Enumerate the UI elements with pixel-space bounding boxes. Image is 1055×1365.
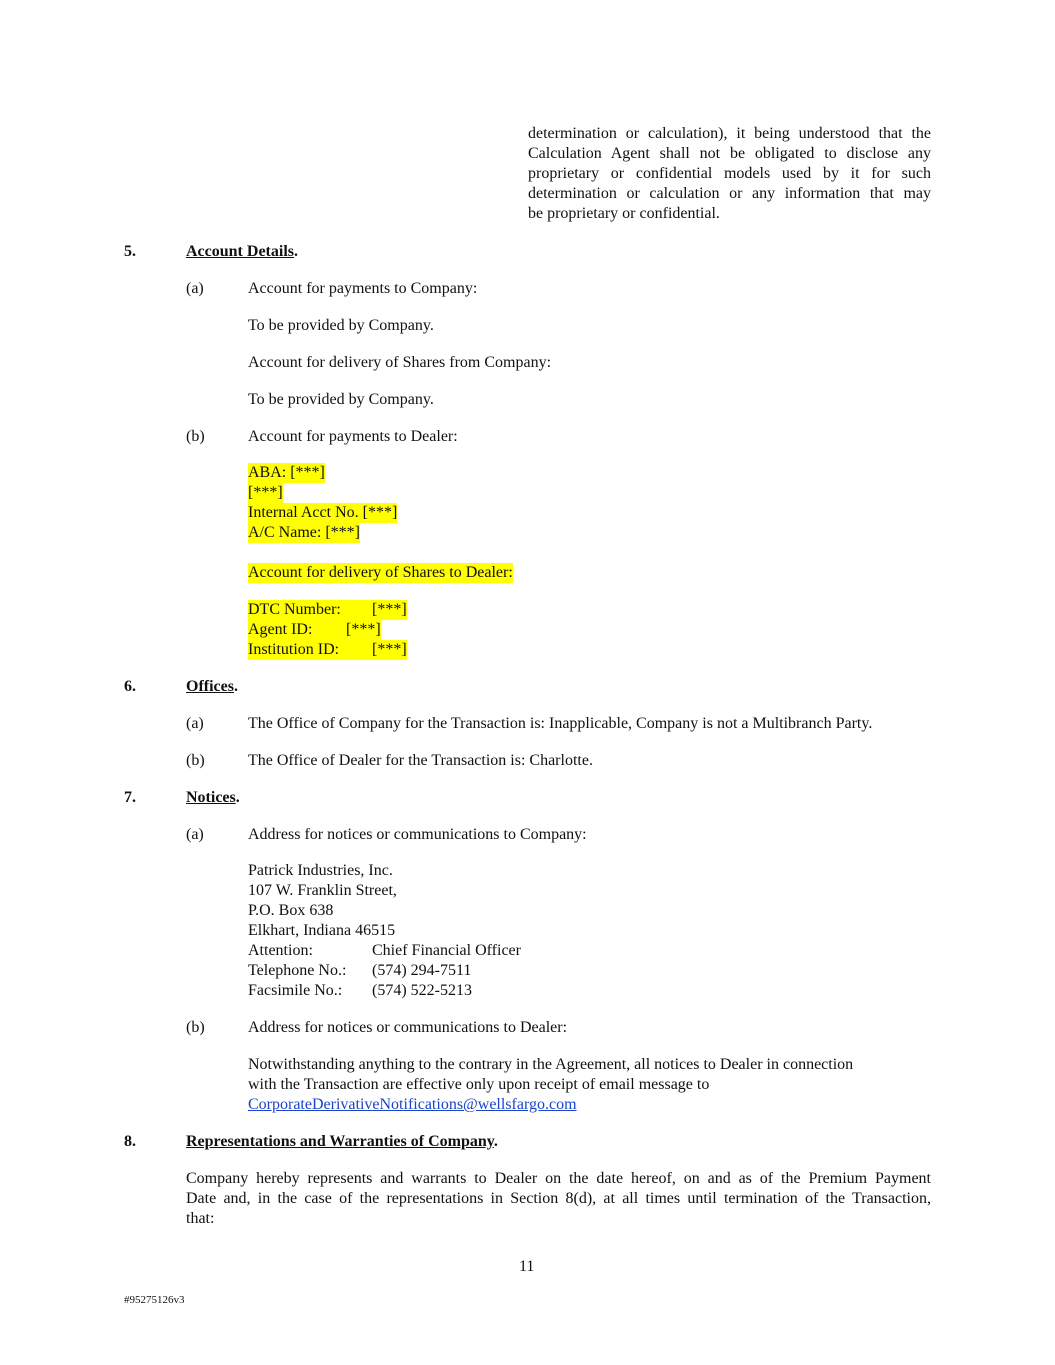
section-5a-label: (a) [186,280,204,297]
agent-value: [***] [346,621,381,638]
section-8-line: Date and, in the case of the representations in Section 8(d), at all times until termination of the Transaction, [186,1190,931,1207]
section-5-number: 5. [124,243,136,260]
page-number: 11 [519,1258,535,1275]
section-7a-label: (a) [186,826,204,843]
section-5b-label: (b) [186,428,205,445]
dealer-notice-line: with the Transaction are effective only upon receipt of email message to [248,1076,710,1093]
section-5a-delivery-heading: Account for delivery of Shares from Company: [248,354,552,371]
section-8-heading [186,1132,498,1152]
company-city: Elkhart, Indiana 46515 [248,922,396,939]
section-7-heading [186,788,240,808]
dealer-internal-acct: Internal Acct No. [***] [248,504,398,521]
dealer-notice-line: Notwithstanding anything to the contrary in the Agreement, all notices to Dealer in connection [248,1056,854,1073]
institution-label: Institution ID: [248,641,340,658]
dealer-bank: [***] [248,484,283,501]
institution-id-row [248,640,407,660]
section-8-title: Representations and Warranties of Company [186,1133,494,1150]
section-5-heading [186,242,298,262]
facsimile-value: (574) 522-5213 [372,982,472,999]
section-5-title: Account Details [186,243,294,260]
dtc-value: [***] [372,601,407,618]
section-6a-label: (a) [186,715,204,732]
continuation-line: proprietary or confidential models used by it for such [528,165,931,182]
section-7b-label: (b) [186,1019,205,1036]
section-8-number: 8. [124,1133,136,1150]
document-id: #95275126v3 [124,1294,185,1306]
agent-id-row [248,620,381,640]
section-5-period: . [293,243,298,260]
attention-value: Chief Financial Officer [372,942,521,959]
agent-label: Agent ID: [248,621,313,638]
section-7a-text: Address for notices or communications to Company: [248,826,587,843]
company-pobox: P.O. Box 638 [248,902,334,919]
section-6b-text: The Office of Dealer for the Transaction is: Charlotte. [248,752,593,769]
company-street: 107 W. Franklin Street, [248,882,397,899]
telephone-value: (574) 294-7511 [372,962,472,979]
section-6-period: . [233,678,238,695]
section-7b-text: Address for notices or communications to Dealer: [248,1019,568,1036]
dealer-aba: ABA: [***] [248,464,325,481]
section-7-period: . [235,789,240,806]
continuation-line: determination or calculation), it being understood that the [528,125,931,142]
continuation-line: be proprietary or confidential. [528,205,720,222]
continuation-line: determination or calculation or any information that may [528,185,931,202]
section-5b-text: Account for payments to Dealer: [248,428,458,445]
section-8-line: that: [186,1210,215,1227]
dtc-number-row [248,600,407,620]
section-5a-delivery-account: To be provided by Company. [248,391,434,408]
section-6-heading [186,677,238,697]
dealer-email-line [248,1095,577,1115]
dtc-label: DTC Number: [248,601,341,618]
dealer-delivery-heading: Account for delivery of Shares to Dealer: [248,564,513,581]
section-6-title: Offices [186,678,234,695]
company-name: Patrick Industries, Inc. [248,862,393,879]
institution-value: [***] [372,641,407,658]
section-6a-text: The Office of Company for the Transaction is: Inapplicable, Company is not a Multibranch Party. [248,715,873,732]
dealer-email-link[interactable]: CorporateDerivativeNotifications@wellsfargo.com [248,1096,577,1113]
section-6b-label: (b) [186,752,205,769]
section-8-paragraph [186,1169,931,1229]
continuation-line: Calculation Agent shall not be obligated to disclose any [528,145,931,162]
section-6-number: 6. [124,678,136,695]
section-8-line: Company hereby represents and warrants to Dealer on the date hereof, on and as of the Premium Payment [186,1170,931,1187]
continuation-paragraph [528,124,931,224]
facsimile-label: Facsimile No.: [248,982,343,999]
telephone-label: Telephone No.: [248,962,347,979]
dealer-ac-name: A/C Name: [***] [248,524,360,541]
section-5a-company-account: To be provided by Company. [248,317,434,334]
section-8-period: . [493,1133,498,1150]
section-5a-text: Account for payments to Company: [248,280,478,297]
attention-label: Attention: [248,942,313,959]
section-7-number: 7. [124,789,136,806]
section-7-title: Notices [186,789,236,806]
